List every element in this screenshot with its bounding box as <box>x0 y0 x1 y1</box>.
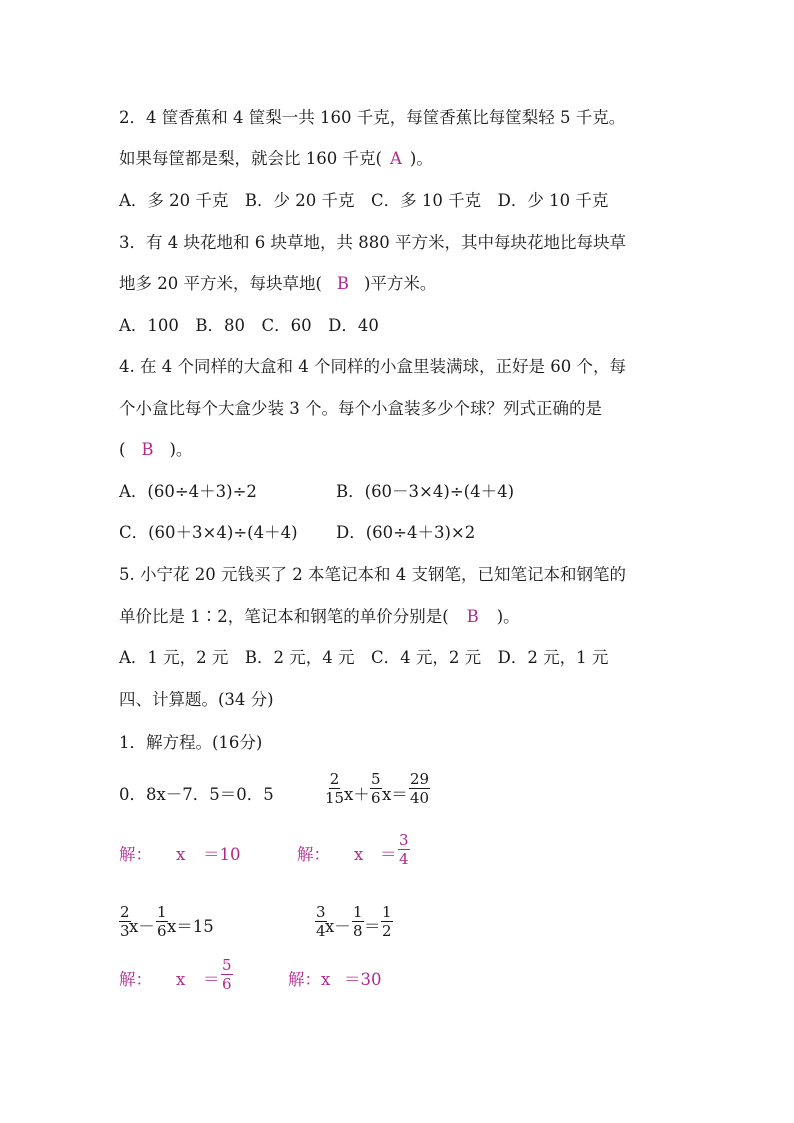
q4-option-a: A．(60÷4＋3)÷2 <box>119 482 257 501</box>
eq2-frac-1: $\frac{2}{15}$ <box>325 770 345 807</box>
q4-line3-close: )。 <box>169 440 193 459</box>
eq4-frac-3: $\frac{1}{2}$ <box>382 903 392 940</box>
q5-options: A．1 元，2 元 B．2 元，4 元 C．4 元，2 元 D．2 元，1 元 <box>119 648 609 667</box>
answer-1-value: ＝10 <box>203 845 241 864</box>
q2-line2 <box>119 149 433 169</box>
eq3-frac-1: $\frac{2}{3}$ <box>120 903 130 940</box>
answer-2-frac: $\frac{3}{4}$ <box>399 831 409 868</box>
q4-line1: 4. 在 4 个同样的大盒和 4 个同样的小盒里装满球，正好是 60 个，每 <box>119 357 626 376</box>
q5-line2-end: )。 <box>496 607 520 626</box>
q2-line2-text: 如果每筐都是梨，就会比 160 千克( <box>119 149 382 168</box>
q2-line2-end: )。 <box>409 149 433 168</box>
q4-line3 <box>119 440 192 460</box>
q3-answer: B <box>336 274 349 293</box>
answer-4-value: ＝30 <box>344 970 382 989</box>
eq2-mid-2: x＝ <box>382 785 408 804</box>
eq2-mid-1: x＋ <box>344 785 370 804</box>
answer-3-label: 解： <box>119 970 152 989</box>
q3-line2-end: )平方米。 <box>363 274 437 293</box>
q4-answer: B <box>141 440 154 459</box>
equation-1: 0．8x－7．5＝0．5 <box>119 785 274 804</box>
eq4-frac-2: $\frac{1}{8}$ <box>353 903 363 940</box>
section4-heading: 四、计算题。(34 分) <box>119 690 274 709</box>
eq4-mid-2: ＝ <box>364 917 381 936</box>
answer-1-label: 解： <box>119 845 152 864</box>
q3-options: A．100 B．80 C．60 D．40 <box>119 316 379 335</box>
eq3-tail: x＝15 <box>167 917 214 936</box>
q4-option-d: D．(60÷4＋3)×2 <box>336 523 476 542</box>
q3-line1: 3．有 4 块花地和 6 块草地，共 880 平方米，其中每块花地比每块草 <box>119 233 626 252</box>
answer-3-var: x <box>176 970 186 989</box>
answer-3-frac: $\frac{5}{6}$ <box>222 956 232 993</box>
q5-line2-text: 单价比是 1∶2，笔记本和钢笔的单价分别是( <box>119 607 449 626</box>
answer-1-var: x <box>176 845 186 864</box>
answer-2-label: 解： <box>297 845 330 864</box>
answer-2-var: x <box>354 845 364 864</box>
q2-line1: 2．4 筐香蕉和 4 筐梨一共 160 千克，每筐香蕉比每筐梨轻 5 千克。 <box>119 108 626 127</box>
eq2-frac-3: $\frac{29}{40}$ <box>410 770 430 807</box>
q2-options: A．多 20 千克 B．少 20 千克 C．多 10 千克 D．少 10 千克 <box>119 191 609 210</box>
q3-line2 <box>119 274 436 294</box>
eq4-frac-1: $\frac{3}{4}$ <box>316 903 326 940</box>
q3-line2-text: 地多 20 平方米，每块草地( <box>119 274 322 293</box>
answer-4-label: 解：x <box>288 970 331 989</box>
answer-2-eq: ＝ <box>380 845 397 864</box>
q5-answer: B <box>466 607 479 626</box>
q2-answer: A <box>389 149 402 168</box>
q4-option-c: C．(60＋3×4)÷(4＋4) <box>119 523 298 542</box>
q4-line3-open: ( <box>119 440 126 459</box>
eq2-frac-2: $\frac{5}{6}$ <box>371 770 381 807</box>
q4-line2: 个小盒比每个大盒少装 3 个。每个小盒装多少个球？列式正确的是 <box>119 399 602 418</box>
section4-sub1: 1．解方程。(16分) <box>119 733 263 752</box>
q5-line2 <box>119 607 520 627</box>
q5-line1: 5. 小宁花 20 元钱买了 2 本笔记本和 4 支钢笔，已知笔记本和钢笔的 <box>119 565 626 584</box>
eq4-mid-1: x－ <box>325 917 351 936</box>
q4-option-b: B．(60－3×4)÷(4＋4) <box>336 482 515 501</box>
answer-3-eq: ＝ <box>203 970 220 989</box>
eq3-mid-1: x－ <box>129 917 155 936</box>
eq3-frac-2: $\frac{1}{6}$ <box>157 903 167 940</box>
